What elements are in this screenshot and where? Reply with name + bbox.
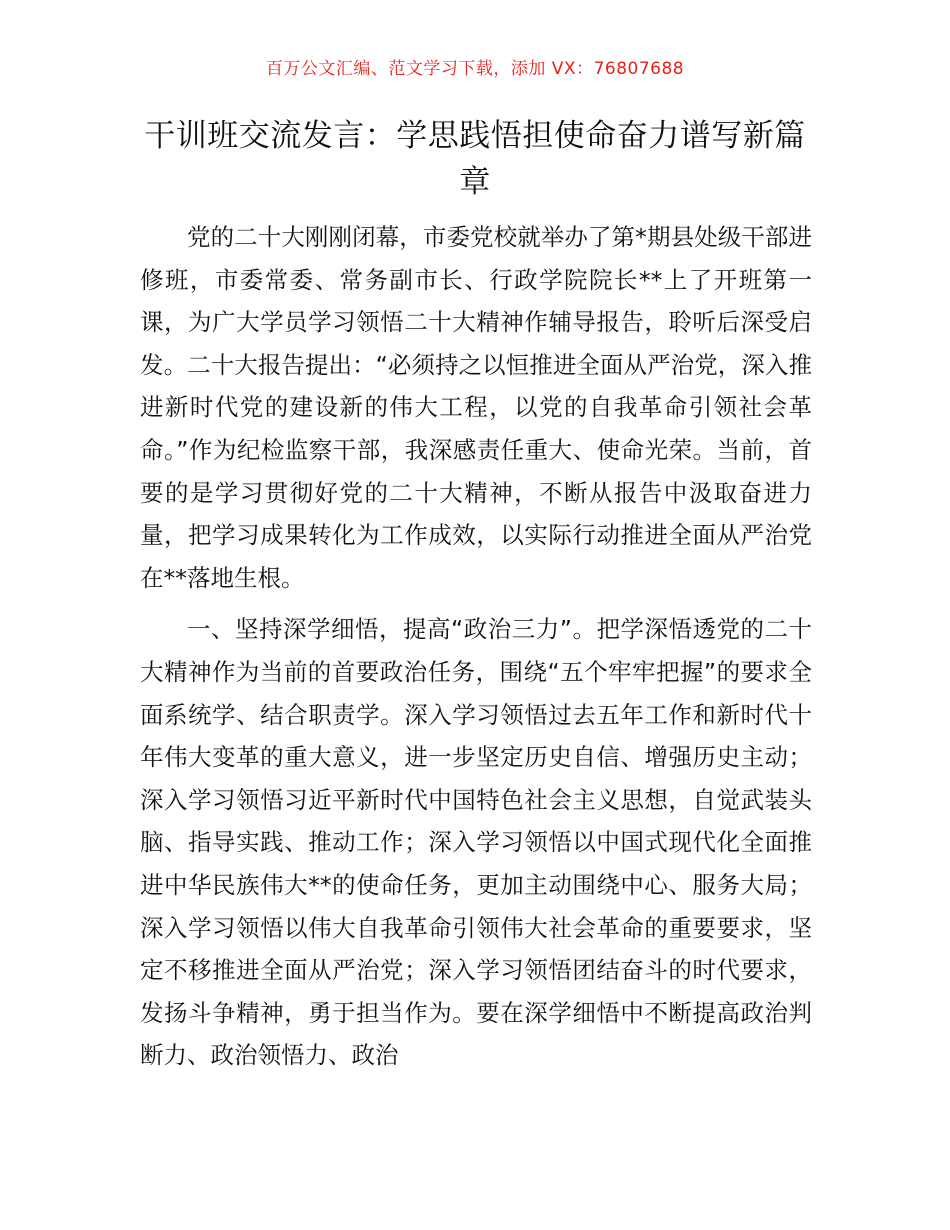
paragraph-intro: 党的二十大刚刚闭幕，市委党校就举办了第*期县处级干部进修班，市委常委、常务副市长、行政学院院长**上了开班第一课，为广大学员学习领悟二十大精神作辅导报告，聆听后深受启发。二十大报告提出：“必须持之以恒推进全面从严治党，深入推进新时代党的建设新的伟大工程，以党的自我革命引领社会革命。”作为纪检监察干部，我深感责任重大、使命光荣。当前，首要的是学习贯彻好党的二十大精神，不断从报告中汲取奋进力量，把学习成果转化为工作成效，以实际行动推进全面从严治党在**落地生根。 bbox=[140, 223, 812, 592]
document-title: 干训班交流发言：学思践悟担使命奋力谱写新篇章 bbox=[144, 118, 806, 200]
paragraph-section-one: 一、坚持深学细悟，提高“政治三力”。把学深悟透党的二十大精神作为当前的首要政治任务，围绕“五个牢牢把握”的要求全面系统学、结合职责学。深入学习领悟过去五年工作和新时代十年伟大变革的重大意义，进一步坚定历史自信、增强历史主动；深入学习领悟习近平新时代中国特色社会主义思想，自觉武装头脑、指导实践、推动工作；深入学习领悟以中国式现代化全面推进中华民族伟大**的使命任务，更加主动围绕中心、服务大局；深入学习领悟以伟大自我革命引领伟大社会革命的重要要求，坚定不移推进全面从严治党；深入学习领悟团结奋斗的时代要求，发扬斗争精神，勇于担当作为。要在深学细悟中不断提高政治判断力、政治领悟力、政治 bbox=[140, 615, 812, 1070]
header-watermark-note: 百万公文汇编、范文学习下载，添加 VX：76807688 bbox=[265, 59, 685, 79]
document-body bbox=[140, 216, 812, 1077]
